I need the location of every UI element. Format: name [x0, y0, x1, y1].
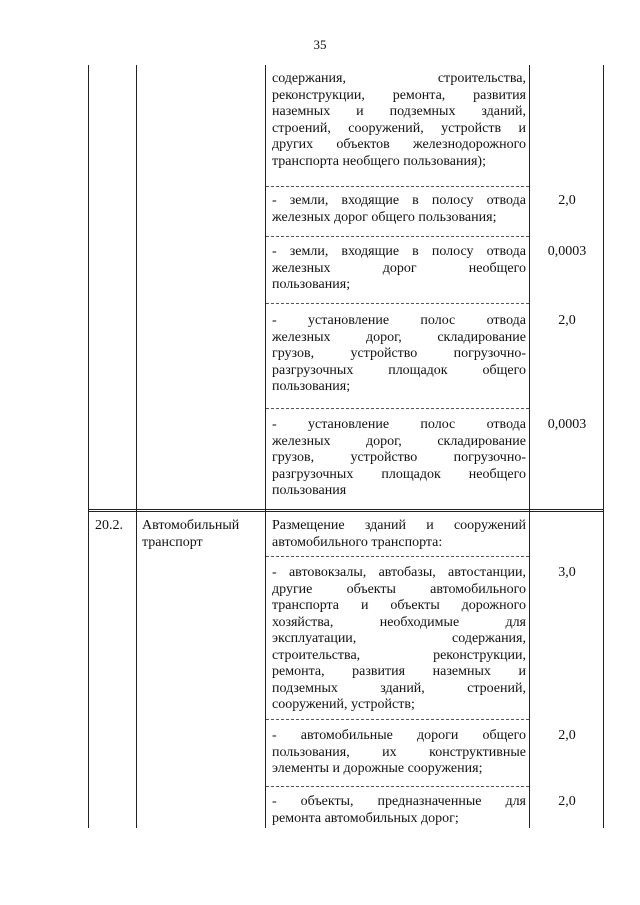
row-name	[142, 518, 262, 551]
entry-value: 2,0	[558, 728, 576, 743]
line: - установление полос отвода	[272, 313, 526, 328]
line: других объектов железнодорожного	[272, 137, 526, 152]
entry-separator	[266, 556, 529, 558]
entry-text	[272, 417, 526, 500]
line: грузов, устройство погрузочно-	[272, 450, 526, 465]
table-border-col3	[529, 65, 530, 828]
line: железных дорог общего пользования;	[272, 209, 497, 225]
entry-text	[272, 313, 526, 396]
entry-separator	[266, 719, 529, 721]
entry-text	[272, 728, 526, 778]
entry-value: 2,0	[558, 313, 576, 328]
line: сооружений, устройств;	[272, 697, 415, 712]
line: строений, сооружений, устройств и	[272, 120, 526, 136]
line: железных дорог, складирование	[272, 329, 526, 345]
line: пользования	[272, 483, 347, 498]
entry-separator	[266, 186, 529, 188]
entry-text	[272, 71, 526, 170]
line: хозяйства, необходимые для	[272, 614, 526, 630]
line: ремонта, развития наземных и	[272, 664, 526, 679]
table-border-right	[603, 65, 604, 828]
entry-value: 0,0003	[547, 417, 587, 432]
line: строительства, реконструкции,	[272, 647, 526, 663]
row-separator	[88, 509, 604, 510]
line: содержания, строительства,	[272, 71, 526, 86]
line: пользования;	[272, 277, 351, 292]
entry-value: 3,0	[558, 565, 576, 580]
line: автомобильного транспорта:	[272, 534, 443, 550]
line: другие объекты автомобильного	[272, 581, 526, 597]
line: железных дорог, складирование	[272, 433, 526, 449]
entry-text	[272, 518, 526, 551]
line: эксплуатации, содержания,	[272, 631, 526, 646]
table-border-col2	[265, 65, 266, 828]
line: - объекты, предназначенные для	[272, 794, 526, 809]
entry-text	[272, 794, 526, 827]
entry-separator	[266, 303, 529, 305]
line: реконструкции, ремонта, развития	[272, 87, 526, 103]
line: Размещение зданий и сооружений	[272, 518, 526, 533]
line: транспорт	[142, 534, 203, 550]
line: Автомобильный	[142, 518, 240, 533]
entry-text	[272, 244, 526, 294]
entry-separator	[266, 236, 529, 238]
line: элементы и дорожные сооружения;	[272, 761, 483, 776]
page-number: 35	[313, 37, 327, 52]
line: транспорта необщего пользования);	[272, 153, 486, 169]
line: наземных и подземных зданий,	[272, 104, 526, 119]
line: грузов, устройство погрузочно-	[272, 346, 526, 361]
entry-separator	[266, 408, 529, 410]
row-number: 20.2.	[95, 518, 123, 533]
entry-text	[272, 193, 526, 226]
line: пользования;	[272, 379, 351, 394]
line: пользования, их конструктивные	[272, 744, 526, 760]
line: - земли, входящие в полосу отвода	[272, 244, 526, 259]
line: разгрузочных площадок необщего	[272, 466, 526, 482]
table-border-left	[88, 65, 89, 828]
line: транспорта и объекты дорожного	[272, 598, 526, 613]
line: - земли, входящие в полосу отвода	[272, 193, 526, 208]
entry-text	[272, 565, 526, 714]
entry-value: 0,0003	[547, 244, 587, 259]
entry-separator	[266, 786, 529, 788]
line: - автовокзалы, автобазы, автостанции,	[272, 565, 526, 580]
line: ремонта автомобильных дорог;	[272, 810, 459, 826]
entry-value: 2,0	[558, 794, 576, 809]
line: - установление полос отвода	[272, 417, 526, 432]
row-separator-double	[88, 511, 604, 512]
entry-value: 2,0	[558, 193, 576, 208]
line: разгрузочных площадок общего	[272, 362, 526, 378]
table-border-col1	[136, 65, 137, 828]
line: подземных зданий, строений,	[272, 680, 526, 696]
line: - автомобильные дороги общего	[272, 728, 526, 743]
line: железных дорог необщего	[272, 260, 526, 276]
